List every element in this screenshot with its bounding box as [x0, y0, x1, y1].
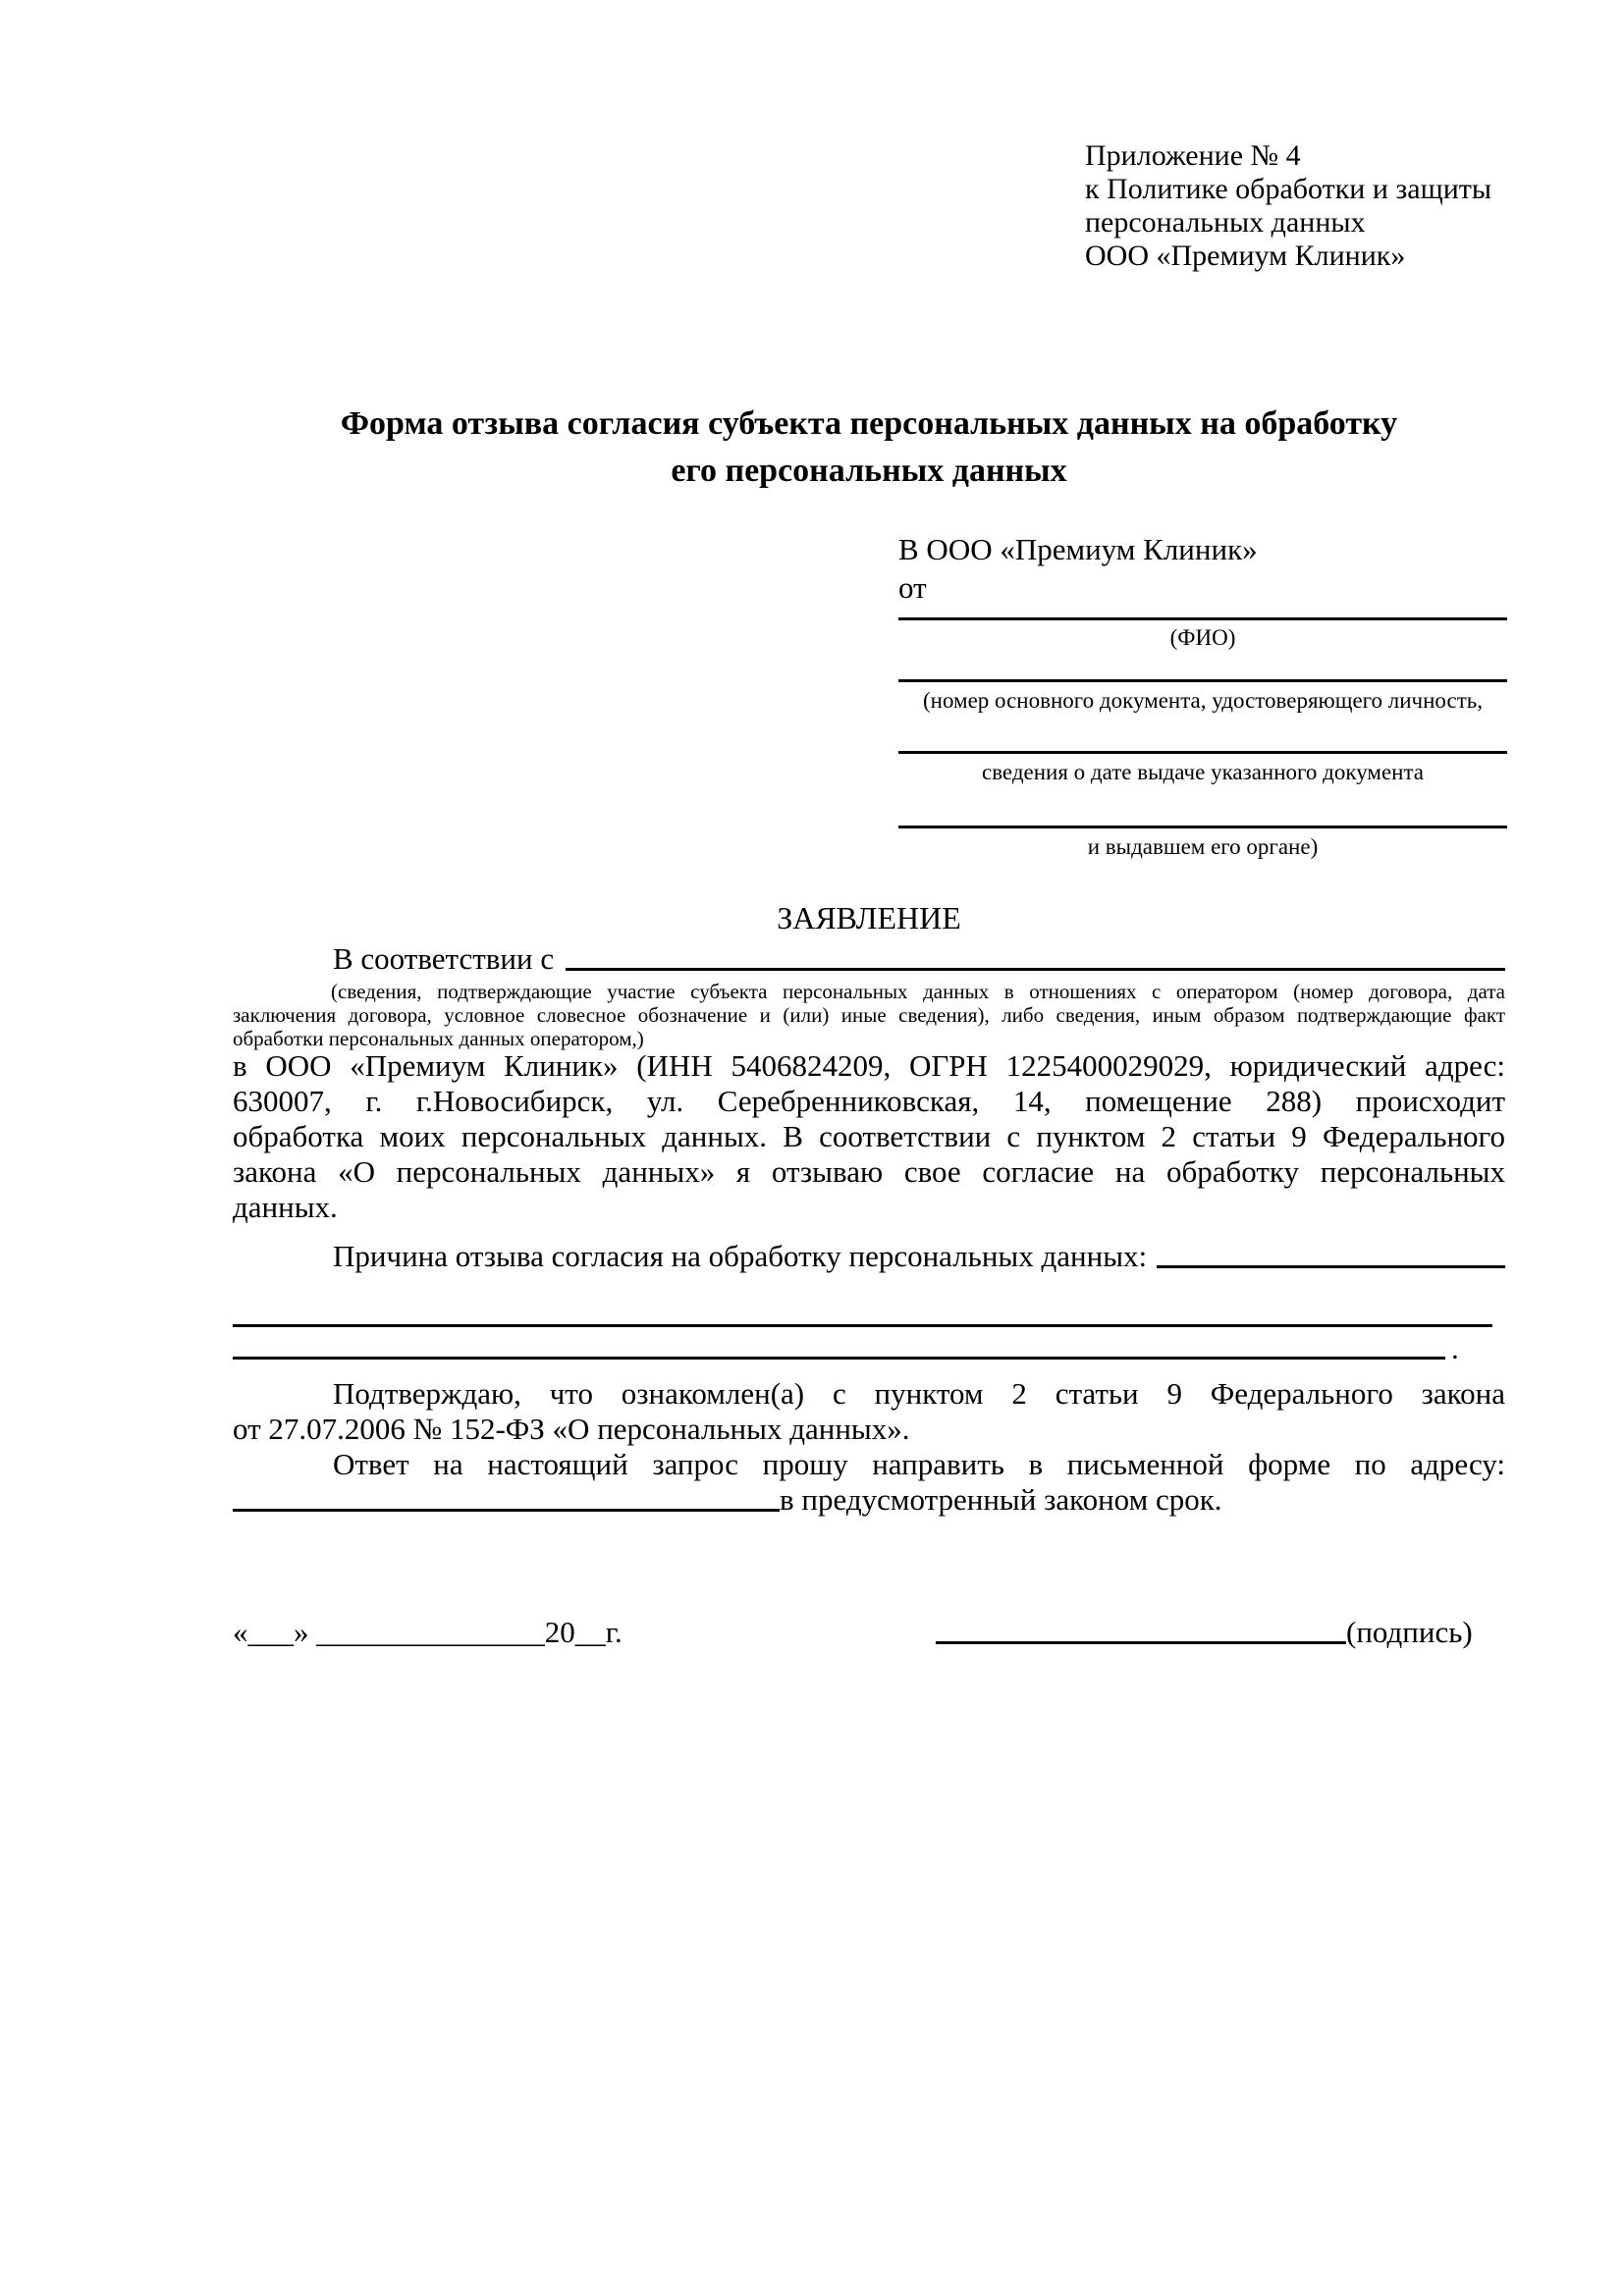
- reply-address-blank-line: [233, 1482, 780, 1512]
- page-title-line: Форма отзыва согласия субъекта персональных данных на обработку: [340, 405, 1398, 442]
- fine-print-line: заключения договора, условное словесное обозначение и (или) иные сведения), либо сведения, иным образом подтверждающие факт: [233, 1003, 1505, 1027]
- issuing-authority-blank-line: [898, 826, 1507, 828]
- sentence-period: .: [1451, 1331, 1459, 1365]
- reason-blank-line-3: [233, 1357, 1445, 1360]
- policy-line: персональных данных: [1085, 206, 1366, 239]
- body-line: в ООО «Премиум Клиник» (ИНН 5406824209, ОГРН 1225400029029, юридический адрес:: [233, 1048, 1505, 1083]
- issue-date-caption: сведения о дате выдаче указанного документа: [981, 760, 1425, 784]
- intro-label: В соответствии с: [333, 941, 555, 976]
- reason-label: Причина отзыва согласия на обработку персональных данных:: [333, 1239, 1148, 1273]
- statement-heading: ЗАЯВЛЕНИЕ: [777, 900, 961, 935]
- body-line: закона «О персональных данных» я отзываю свое согласие на обработку персональных: [233, 1154, 1505, 1189]
- reason-blank-line-2: [233, 1324, 1492, 1327]
- statement-body: [233, 1048, 1505, 1225]
- confirmation-paragraph: [233, 1376, 1505, 1447]
- body-line: обработка моих персональных данных. В соответствии с пунктом 2 статьи 9 Федерального: [233, 1119, 1505, 1153]
- addressee-to: В ООО «Премиум Клиник»: [898, 532, 1258, 566]
- policy-line: к Политике обработки и защиты: [1085, 173, 1492, 205]
- reply-request-line: Ответ на настоящий запрос прошу направить в письменной форме по адресу:: [333, 1447, 1505, 1481]
- page-title-line: его персональных данных: [671, 453, 1067, 489]
- confirmation-line: от 27.07.2006 № 152-ФЗ «О персональных данных».: [233, 1412, 910, 1446]
- reason-blank-line: [1157, 1239, 1505, 1268]
- date-blank: «___» _______________20__г.: [233, 1615, 623, 1649]
- reply-suffix: в предусмотренный законом срок.: [780, 1482, 1222, 1517]
- body-line: 630007, г. г.Новосибирск, ул. Серебренниковская, 14, помещение 288) происходит: [233, 1084, 1505, 1118]
- fio-blank-line: [898, 617, 1507, 620]
- signature-blank-line: [936, 1615, 1346, 1644]
- intro-blank-line: [566, 941, 1505, 971]
- appendix-reference-block: [1085, 139, 1491, 273]
- identity-document-caption: (номер основного документа, удостоверяющего личность,: [922, 688, 1483, 713]
- body-line: данных.: [233, 1190, 338, 1224]
- issue-date-blank-line: [898, 751, 1507, 754]
- page-title: [233, 400, 1505, 495]
- fine-print-note: [233, 980, 1505, 1050]
- addressee-from: от: [898, 570, 927, 605]
- reply-address-row: [233, 1482, 1505, 1518]
- company-line: ООО «Премиум Клиник»: [1085, 240, 1406, 272]
- reason-row: [233, 1239, 1505, 1274]
- confirmation-line: Подтверждаю, что ознакомлен(а) с пунктом 2 статьи 9 Федерального закона: [333, 1376, 1505, 1411]
- signature-row: [936, 1615, 1505, 1650]
- fine-print-line: (сведения, подтверждающие участие субъекта персональных данных в отношениях с оператором (номер договора, дата: [331, 980, 1505, 1003]
- fio-caption: (ФИО): [1169, 625, 1236, 650]
- identity-document-blank-line: [898, 679, 1507, 682]
- intro-row: [233, 941, 1505, 977]
- appendix-line: Приложение № 4: [1085, 139, 1301, 172]
- signature-caption: (подпись): [1346, 1615, 1473, 1649]
- issuing-authority-caption: и выдавшем его органе): [1087, 834, 1319, 859]
- fine-print-line: обработки персональных данных оператором,): [233, 1027, 644, 1050]
